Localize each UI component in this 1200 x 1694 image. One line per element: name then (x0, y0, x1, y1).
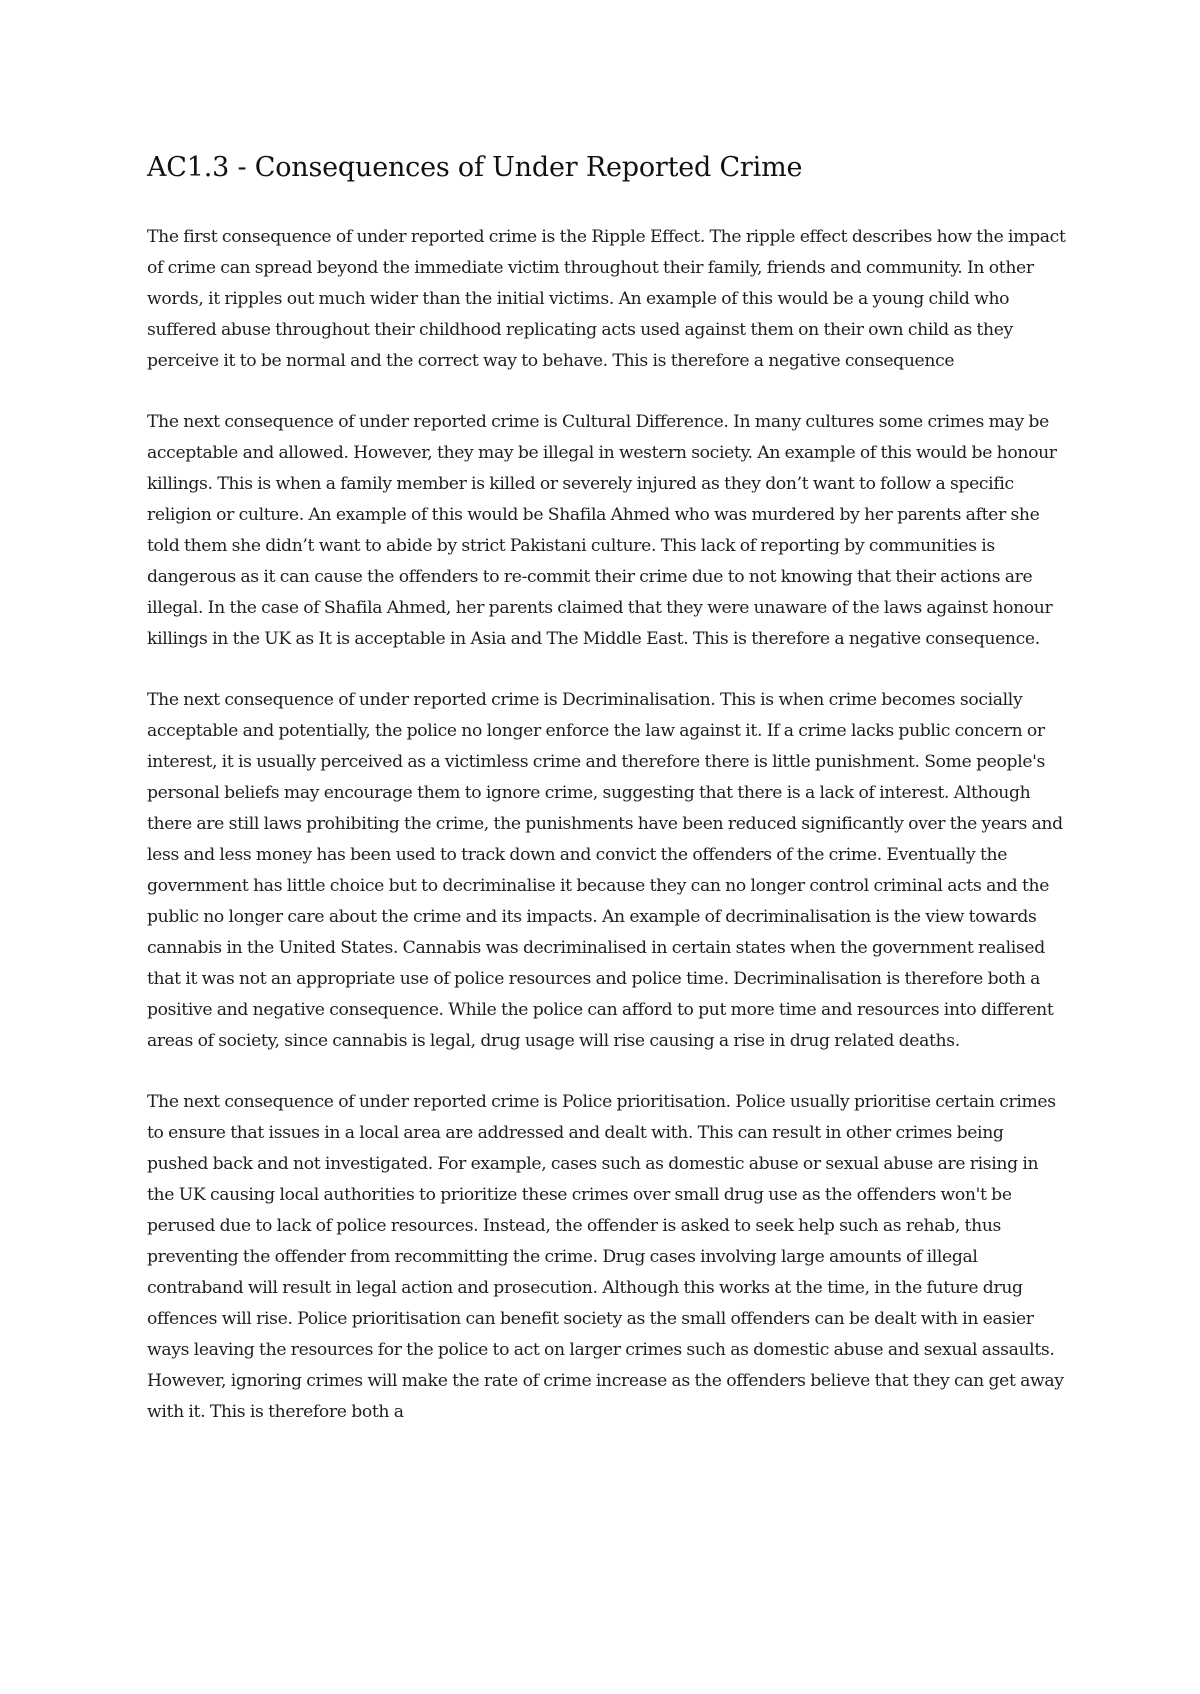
document-title: AC1.3 - Consequences of Under Reported Crime (147, 152, 803, 183)
paragraph-cultural-difference: The next consequence of under reported crime is Cultural Difference. In many cultures some crimes may be acceptable and allowed. However, they may be illegal in western society. An example of this would be honour killings. This is when a family member is killed or severely injured as they don’t want to follow a specific religion or culture. An example of this would be Shafila Ahmed who was murdered by her parents after she told them she didn’t want to abide by strict Pakistani culture. This lack of reporting by communities is dangerous as it can cause the offenders to re-commit their crime due to not knowing that their actions are illegal. In the case of Shafila Ahmed, her parents claimed that they were unaware of the laws against honour killings in the UK as It is acceptable in Asia and The Middle East. This is therefore a negative consequence. (147, 412, 1057, 649)
paragraph-decriminalisation: The next consequence of under reported crime is Decriminalisation. This is when crime becomes socially acceptable and potentially, the police no longer enforce the law against it. If a crime lacks public concern or interest, it is usually perceived as a victimless crime and therefore there is little punishment. Some people's personal beliefs may encourage them to ignore crime, suggesting that there is a lack of interest. Although there are still laws prohibiting the crime, the punishments have been reduced significantly over the years and less and less money has been used to track down and convict the offenders of the crime. Eventually the government has little choice but to decriminalise it because they can no longer control criminal acts and the public no longer care about the crime and its impacts. An example of decriminalisation is the view towards cannabis in the United States. Cannabis was decriminalised in certain states when the government realised that it was not an appropriate use of police resources and police time. Decriminalisation is therefore both a positive and negative consequence. While the police can afford to put more time and resources into different areas of society, since cannabis is legal, drug usage will rise causing a rise in drug related deaths. (147, 690, 1063, 1051)
paragraph-police-prioritisation: The next consequence of under reported crime is Police prioritisation. Police usually prioritise certain crimes to ensure that issues in a local area are addressed and dealt with. This can result in other crimes being pushed back and not investigated. For example, cases such as domestic abuse or sexual abuse are rising in the UK causing local authorities to prioritize these crimes over small drug use as the offenders won't be perused due to lack of police resources. Instead, the offender is asked to seek help such as rehab, thus preventing the offender from recommitting the crime. Drug cases involving large amounts of illegal contraband will result in legal action and prosecution. Although this works at the time, in the future drug offences will rise. Police prioritisation can benefit society as the small offenders can be dealt with in easier ways leaving the resources for the police to act on larger crimes such as domestic abuse and sexual assaults. However, ignoring crimes will make the rate of crime increase as the offenders believe that they can get away with it. This is therefore both a (147, 1092, 1064, 1422)
paragraph-ripple-effect: The first consequence of under reported crime is the Ripple Effect. The ripple effect describes how the impact of crime can spread beyond the immediate victim throughout their family, friends and community. In other words, it ripples out much wider than the initial victims. An example of this would be a young child who suffered abuse throughout their childhood replicating acts used against them on their own child as they perceive it to be normal and the correct way to behave. This is therefore a negative consequence (147, 227, 1066, 371)
document-body (147, 148, 1067, 1458)
